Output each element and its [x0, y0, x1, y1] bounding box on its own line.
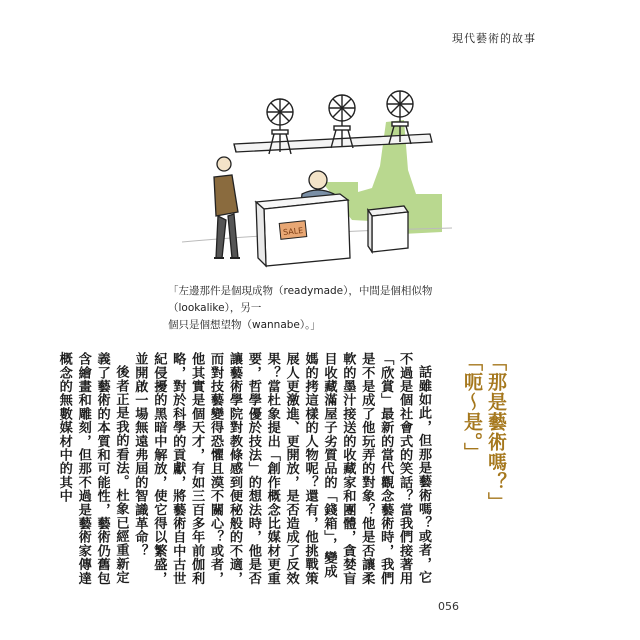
standing-visitor [214, 157, 240, 258]
caption-line-2: 個只是個想望物（wannabe）。」 [168, 319, 321, 331]
display-box [368, 206, 408, 252]
cartoon-illustration [172, 82, 464, 274]
sale-sign-text: SALE [282, 225, 304, 238]
caption-line-1: 「左邊那件是個現成物（readymade），中間是個相似物（lookalike），另一 [168, 285, 433, 314]
illustration-caption [168, 283, 480, 334]
page-number: 056 [438, 600, 459, 613]
paragraph-2: 後者正是我的看法。杜象已經重新定義了藝術的本質和可能性，藝術仍舊包含繪畫和雕刻，但那不過是藝術家傳達概念的無數媒材中的其中 [56, 352, 129, 585]
heading-line-2: 「呃～是。」 [461, 352, 483, 463]
paragraph-1: 話雖如此，但那是藝術嗎？或者，它不過是個社會式的笑話？當我們接著用「欣賞」最新的當代觀念藝術時，我們是不是成了他玩弄的對象？他是否讓柔軟的墨汁接送的收藏家和團體，貪婪盲目收藏滿屋子劣質品的「錢箱」，變成媽的拷這樣的人物呢？還有，他挑戰策展人更激進、更開放，是否造成了反效果？當杜象提出「創作概念比媒材更重要，哲學優於技法」的想法時，他是否讓藝術學院對教條感到便秘般的不適，而對技藝變得恐懼且漠不關心？或者，他其實是個天才，有如三百多年前伽利略，對於科學的貢獻，將藝術自中古世紀侵擾的黑暗中解放，使它得以繁盛，並開啟一場無遠弗屆的智識革命？ [132, 352, 431, 585]
running-header: 現代藝術的故事 [452, 32, 536, 45]
heading-line-1: 「那是藝術嗎？」 [485, 352, 507, 512]
body-text [56, 352, 432, 588]
section-heading [458, 352, 508, 562]
